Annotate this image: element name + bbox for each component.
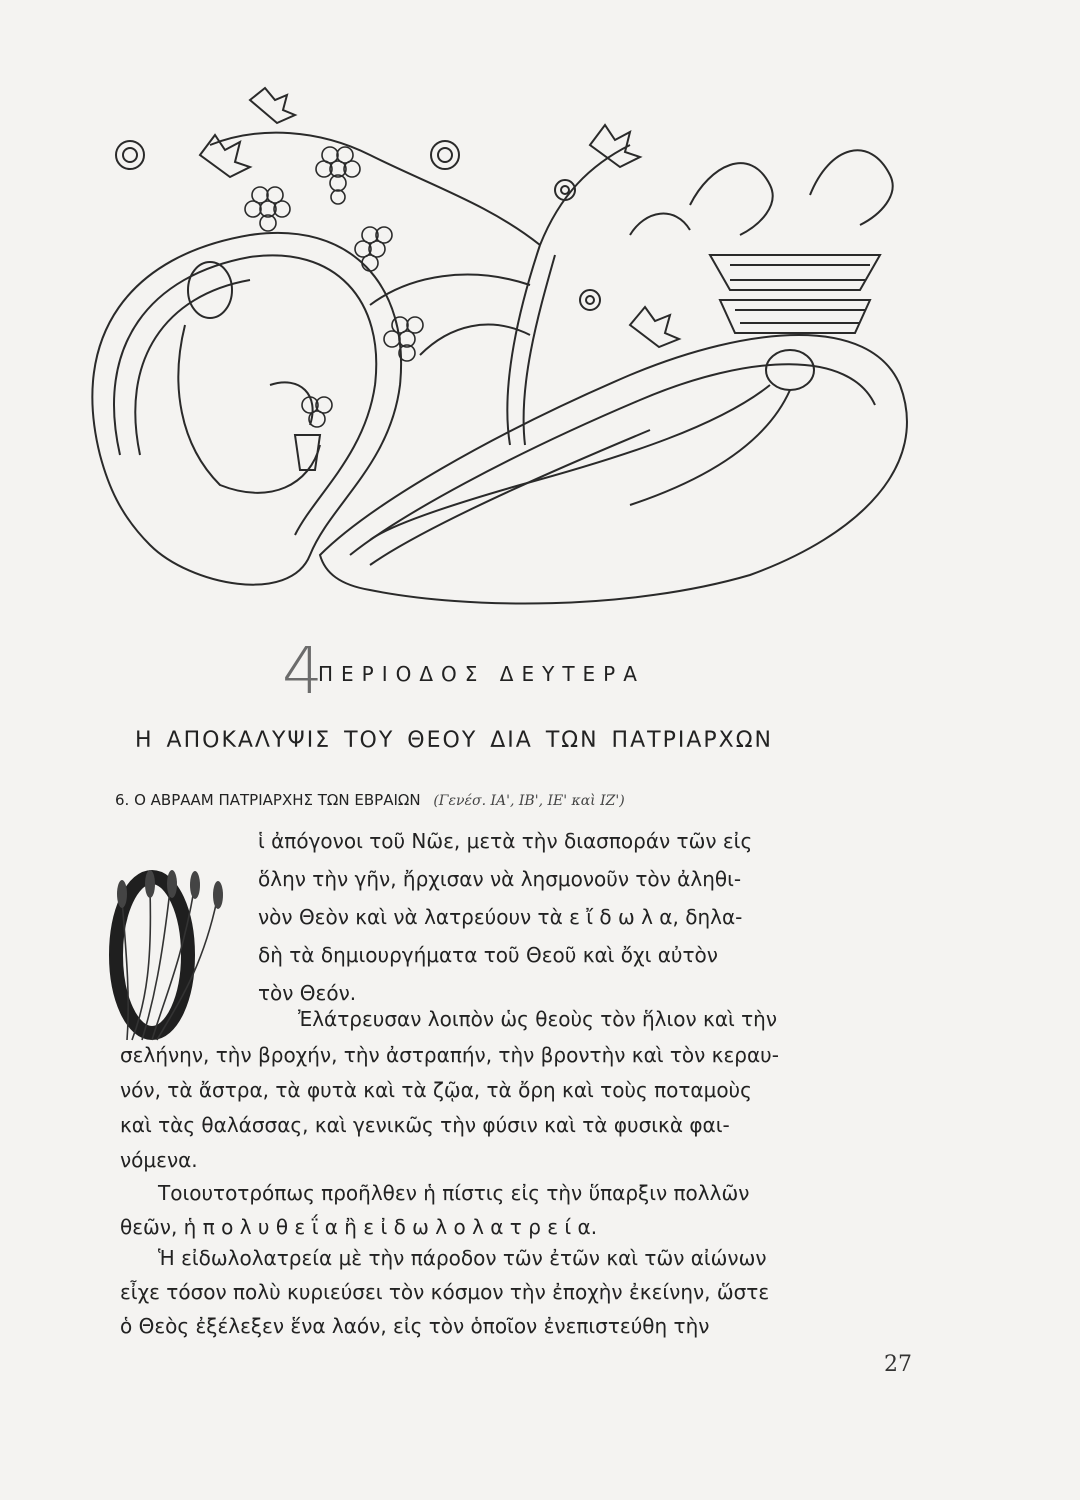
chapter-heading-line <box>115 791 935 809</box>
body-line: Τοιουτοτρόπως προῆλθεν ἡ πίστις εἰς τὴν ὕπαρξιν πολλῶν <box>158 1181 750 1205</box>
period-title: ΠΕΡΙΟΔΟΣ ΔΕΥΤΕΡΑ <box>318 662 645 686</box>
body-line: δὴ τὰ δημιουργήματα τοῦ Θεοῦ καὶ ὄχι αὐτὸν <box>258 943 718 967</box>
body-line: σελήνην, τὴν βροχήν, τὴν ἀστραπήν, τὴν βροντὴν καὶ τὸν κεραυ- <box>120 1043 779 1067</box>
body-line: ὁ Θεὸς ἐξέλεξεν ἕνα λαόν, εἰς τὸν ὁποῖον ἐνεπιστεύθη τὴν <box>120 1314 710 1338</box>
handwritten-page-mark: 4 <box>282 635 323 709</box>
dropcap-letter: Ο <box>152 962 153 963</box>
body-line: καὶ τὰς θαλάσσας, καὶ γενικῶς τὴν φύσιν καὶ τὰ φυσικὰ φαι- <box>120 1113 730 1137</box>
page-number: 27 <box>884 1352 912 1377</box>
body-line: Ἡ εἰδωλολατρεία μὲ τὴν πάροδον τῶν ἐτῶν καὶ τῶν αἰώνων <box>158 1246 767 1270</box>
body-line: θεῶν, ἡ π ο λ υ θ ε ΐ α ἢ ε ἰ δ ω λ ο λ α τ ρ ε ί α. <box>120 1215 598 1239</box>
body-line: νόν, τὰ ἄστρα, τὰ φυτὰ καὶ τὰ ζῷα, τὰ ὄρη καὶ τοὺς ποταμοὺς <box>120 1078 752 1102</box>
body-line: νόμενα. <box>120 1148 198 1172</box>
dropcap-omicron-wheat-icon <box>102 850 232 1045</box>
chapter-reference: (Γενέσ. ΙΑ', ΙΒ', ΙΕ' καὶ ΙΖ') <box>433 793 625 809</box>
chapter-heading: 6. Ο ΑΒΡΑΑΜ ΠΑΤΡΙΑΡΧΗΣ ΤΩΝ ΕΒΡΑΙΩΝ <box>115 791 421 809</box>
body-line: νὸν Θεὸν καὶ νὰ λατρεύουν τὰ ε ἴ δ ω λ α, δηλα- <box>258 905 743 929</box>
body-line: ὅλην τὴν γῆν, ἤρχισαν νὰ λησμονοῦν τὸν ἀληθι- <box>258 867 742 891</box>
section-title: Η ΑΠΟΚΑΛΥΨΙΣ ΤΟΥ ΘΕΟΥ ΔΙΑ ΤΩΝ ΠΑΤΡΙΑΡΧΩΝ <box>135 728 773 753</box>
body-line: τὸν Θεόν. <box>258 981 357 1005</box>
woodcut-illustration <box>70 85 925 615</box>
body-line: ἱ ἀπόγονοι τοῦ Νῶε, μετὰ τὴν διασποράν τῶν εἰς <box>258 829 753 853</box>
body-line: εἶχε τόσον πολὺ κυριεύσει τὸν κόσμον τὴν ἐποχὴν ἐκείνην, ὥστε <box>120 1280 770 1304</box>
body-line: Ἐλάτρευσαν λοιπὸν ὡς θεοὺς τὸν ἥλιον καὶ τὴν <box>298 1007 778 1031</box>
